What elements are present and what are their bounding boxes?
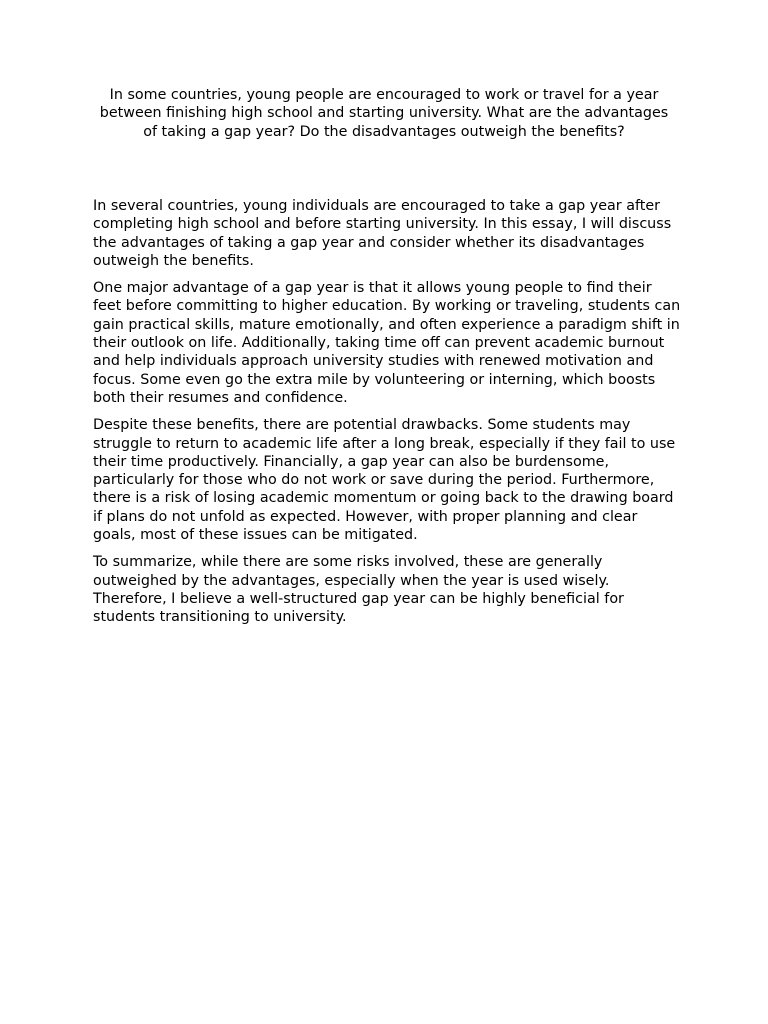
essay-body [93,197,683,636]
essay-paragraph-intro: In several countries, young individuals are encouraged to take a gap year after completing high school and before starting university. In this essay, I will discuss the advantages of taking a gap year and consider whether its disadvantages outweigh the benefits. [93,198,672,269]
essay-paragraph-advantages: One major advantage of a gap year is that it allows young people to find their feet before committing to higher education. By working or traveling, students can gain practical skills, mature emotionally, and often experience a paradigm shift in their outlook on life. Additionally, taking time off can prevent academic burnout and help individuals approach university studies with renewed motivation and focus. Some even go the extra mile by volunteering or interning, which boosts both their resumes and confidence. [93,280,681,406]
essay-paragraph-conclusion: To summarize, while there are some risks involved, these are generally outweighed by the advantages, especially when the year is used wisely. Therefore, I believe a well-structured gap year can be highly beneficial for students transitioning to university. [93,554,624,626]
essay-prompt: In some countries, young people are encouraged to work or travel for a year between finishing high school and starting university. What are the advantages of taking a gap year? Do the disadvantages outweigh the benefits? [99,87,669,140]
essay-paragraph-drawbacks: Despite these benefits, there are potential drawbacks. Some students may struggle to return to academic life after a long break, especially if they fail to use their time productively. Financially, a gap year can also be burdensome, particularly for those who do not work or save during the period. Furthermore, there is a risk of losing academic momentum or going back to the drawing board if plans do not unfold as expected. However, with proper planning and clear goals, most of these issues can be mitigated. [93,417,676,544]
